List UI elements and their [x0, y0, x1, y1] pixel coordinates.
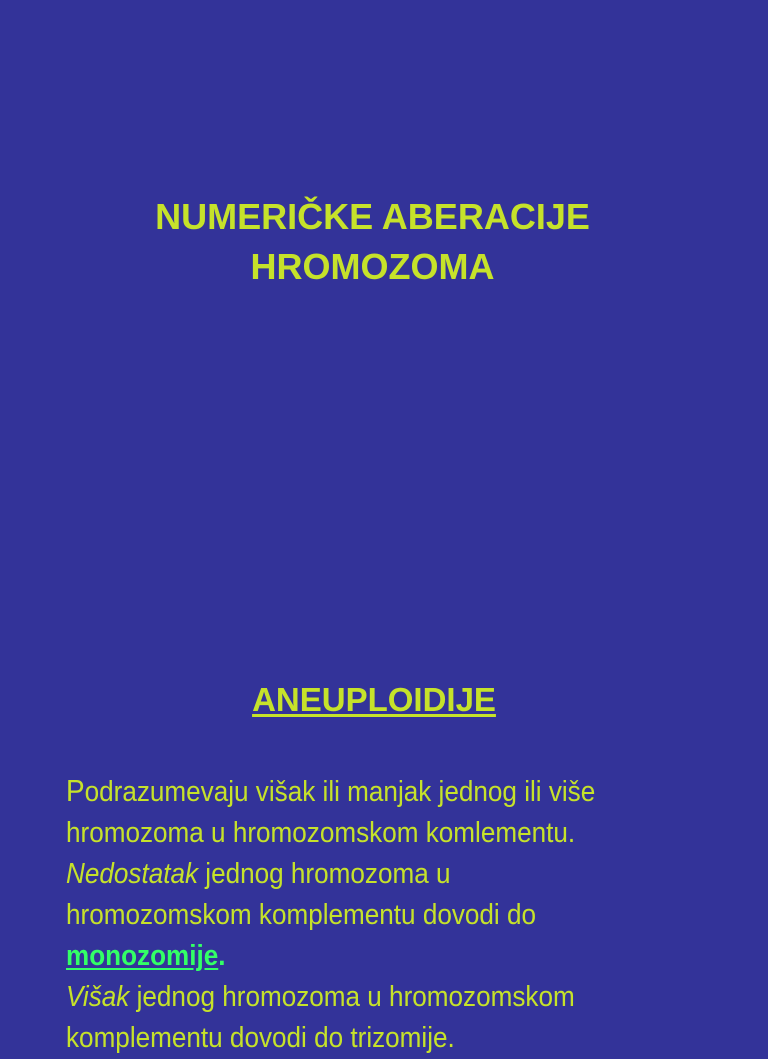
slide-title — [0, 192, 745, 292]
body-paragraph — [66, 770, 660, 1059]
body-line-6-rest: jednog hromozoma u hromozomskom — [129, 981, 575, 1013]
body-line-3-rest: jednog hromozoma u — [198, 858, 451, 890]
body-line-7: komplementu dovodi do trizomije. — [66, 1022, 455, 1054]
body-line-6 — [66, 977, 660, 1018]
term-punctuation: . — [218, 940, 226, 972]
slide-title-line-1: NUMERIČKE ABERACIJE — [155, 196, 590, 237]
body-line-3 — [66, 854, 660, 895]
section-heading: ANEUPLOIDIJE — [252, 681, 496, 718]
body-line-1-lead: P — [66, 773, 85, 808]
body-line-2: hromozoma u hromozomskom komlementu. — [66, 817, 576, 849]
body-line-1-rest: odrazumevaju višak ili manjak jednog ili više — [84, 776, 596, 808]
body-line-3-emphasis: Nedostatak — [66, 858, 199, 890]
body-line-1 — [66, 770, 660, 813]
body-line-4: hromozomskom komplementu dovodi do — [66, 899, 537, 931]
term-monozomije: monozomije — [66, 940, 219, 972]
body-line-5 — [66, 936, 660, 977]
body-line-6-emphasis: Višak — [66, 981, 130, 1013]
slide-title-line-2: HROMOZOMA — [250, 246, 495, 287]
